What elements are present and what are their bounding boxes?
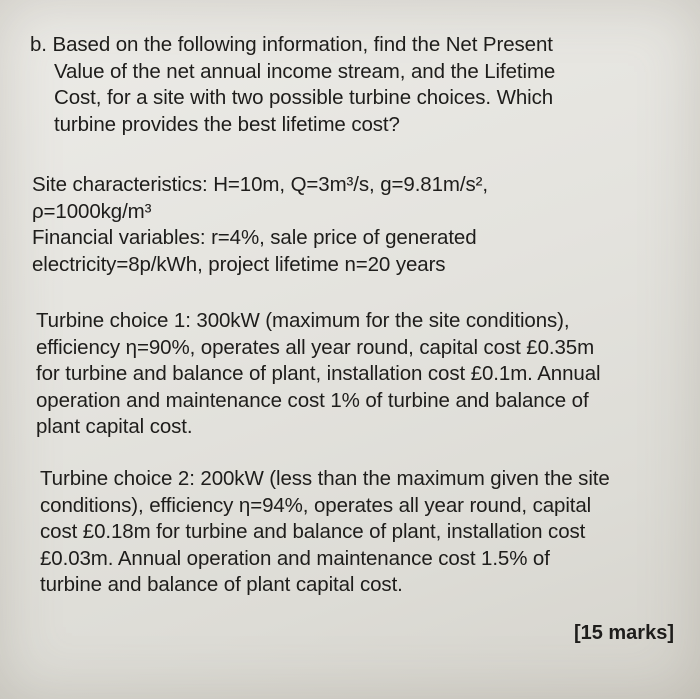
site-line: electricity=8p/kWh, project lifetime n=20 years: [32, 252, 446, 276]
question-line: b. Based on the following information, find the Net Present: [30, 33, 553, 56]
turbine1-line: operation and maintenance cost 1% of turbine and balance of: [36, 388, 589, 412]
site-line: ρ=1000kg/m³: [32, 199, 152, 223]
question-line: turbine provides the best lifetime cost?: [54, 112, 400, 136]
turbine-choice-2: [40, 466, 610, 599]
turbine1-line: efficiency η=90%, operates all year round, capital cost £0.35m: [36, 335, 595, 359]
turbine1-line: plant capital cost.: [36, 415, 193, 438]
turbine2-line: cost £0.18m for turbine and balance of plant, installation cost: [40, 520, 586, 543]
site-line: Financial variables: r=4%, sale price of generated: [32, 226, 477, 249]
question-line: Cost, for a site with two possible turbine choices. Which: [54, 86, 554, 109]
question-text: [30, 32, 555, 138]
turbine2-line: £0.03m. Annual operation and maintenance cost 1.5% of: [40, 546, 550, 570]
turbine2-line: turbine and balance of plant capital cost.: [40, 573, 403, 596]
turbine-choice-1: [36, 308, 600, 441]
marks-label: [15 marks]: [573, 622, 674, 644]
turbine2-line: conditions), efficiency η=94%, operates all year round, capital: [40, 493, 592, 517]
site-characteristics: [32, 172, 488, 278]
turbine1-line: for turbine and balance of plant, installation cost £0.1m. Annual: [36, 362, 601, 385]
site-line: Site characteristics: H=10m, Q=3m³/s, g=9.81m/s²,: [32, 173, 488, 196]
turbine1-line: Turbine choice 1: 300kW (maximum for the site conditions),: [36, 309, 570, 332]
turbine2-line: Turbine choice 2: 200kW (less than the maximum given the site: [40, 467, 610, 490]
question-line: Value of the net annual income stream, and the Lifetime: [54, 59, 556, 83]
